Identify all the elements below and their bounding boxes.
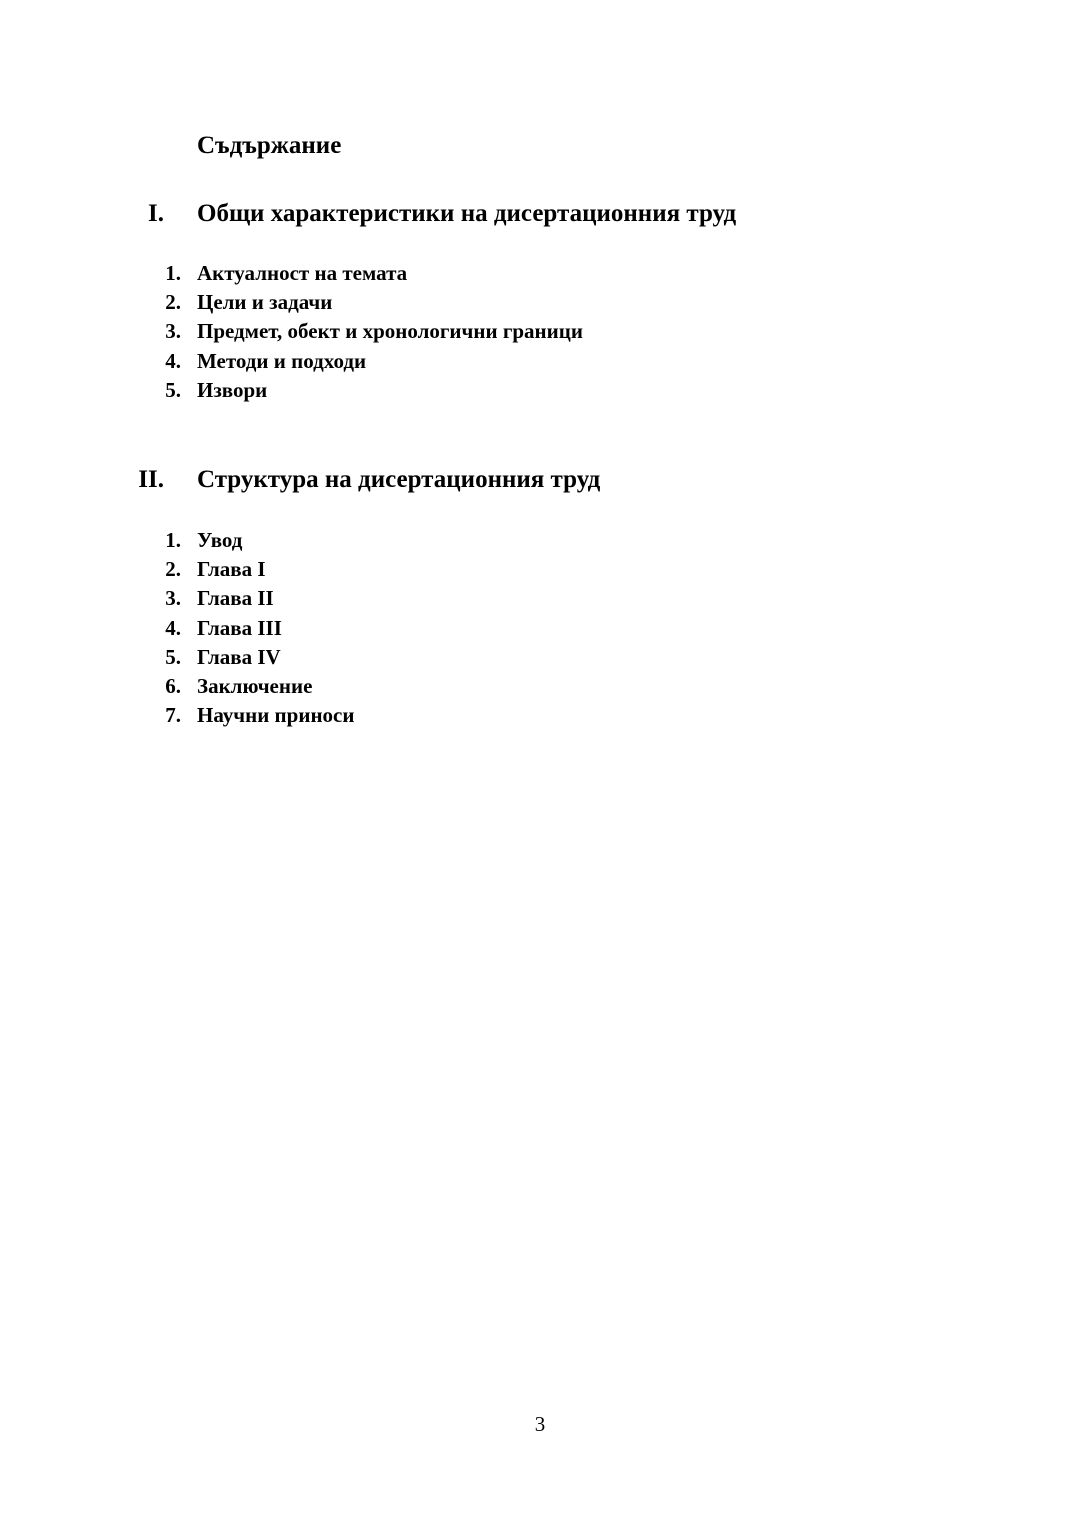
section-numeral: I. xyxy=(148,200,164,227)
list-item xyxy=(0,555,1080,584)
item-number: 1. xyxy=(165,261,181,285)
item-number: 2. xyxy=(165,557,181,582)
item-label: Актуалност на темата xyxy=(197,261,408,285)
item-label: Научни приноси xyxy=(197,703,355,728)
section-1-list xyxy=(0,259,1080,405)
item-label: Глава I xyxy=(197,557,266,582)
item-label: Глава IV xyxy=(197,644,281,669)
section-numeral: II. xyxy=(138,466,164,493)
section-heading-2 xyxy=(0,464,1080,496)
list-item xyxy=(0,347,1080,376)
list-item xyxy=(0,317,1080,346)
item-label: Цели и задачи xyxy=(197,290,333,315)
section-2-list xyxy=(0,526,1080,730)
item-label: Заключение xyxy=(197,673,313,698)
list-item xyxy=(0,701,1080,730)
item-number: 3. xyxy=(165,586,181,611)
item-number: 4. xyxy=(165,615,181,640)
item-number: 7. xyxy=(165,703,181,728)
item-number: 3. xyxy=(165,319,181,344)
list-item xyxy=(0,643,1080,672)
item-label: Глава II xyxy=(197,586,274,611)
list-item xyxy=(0,614,1080,643)
list-item xyxy=(0,376,1080,405)
list-item xyxy=(0,288,1080,317)
list-item xyxy=(0,672,1080,701)
item-number: 6. xyxy=(165,673,181,698)
section-title: Структура на дисертационния труд xyxy=(197,466,601,493)
item-number: 2. xyxy=(165,290,181,315)
item-label: Глава III xyxy=(197,615,282,640)
list-item xyxy=(0,526,1080,555)
section-heading-1 xyxy=(0,198,1080,230)
list-item xyxy=(0,259,1080,288)
item-label: Предмет, обект и хронологични граници xyxy=(197,319,583,344)
section-title: Общи характеристики на дисертационния труд xyxy=(197,200,737,227)
item-number: 4. xyxy=(165,348,181,373)
list-item xyxy=(0,584,1080,613)
item-number: 1. xyxy=(165,528,181,552)
item-label: Увод xyxy=(197,528,243,552)
item-label: Извори xyxy=(197,377,268,402)
item-label: Методи и подходи xyxy=(197,348,367,373)
page-number: 3 xyxy=(534,1412,546,1436)
page-title: Съдържание xyxy=(197,132,342,159)
item-number: 5. xyxy=(165,377,181,402)
item-number: 5. xyxy=(165,644,181,669)
